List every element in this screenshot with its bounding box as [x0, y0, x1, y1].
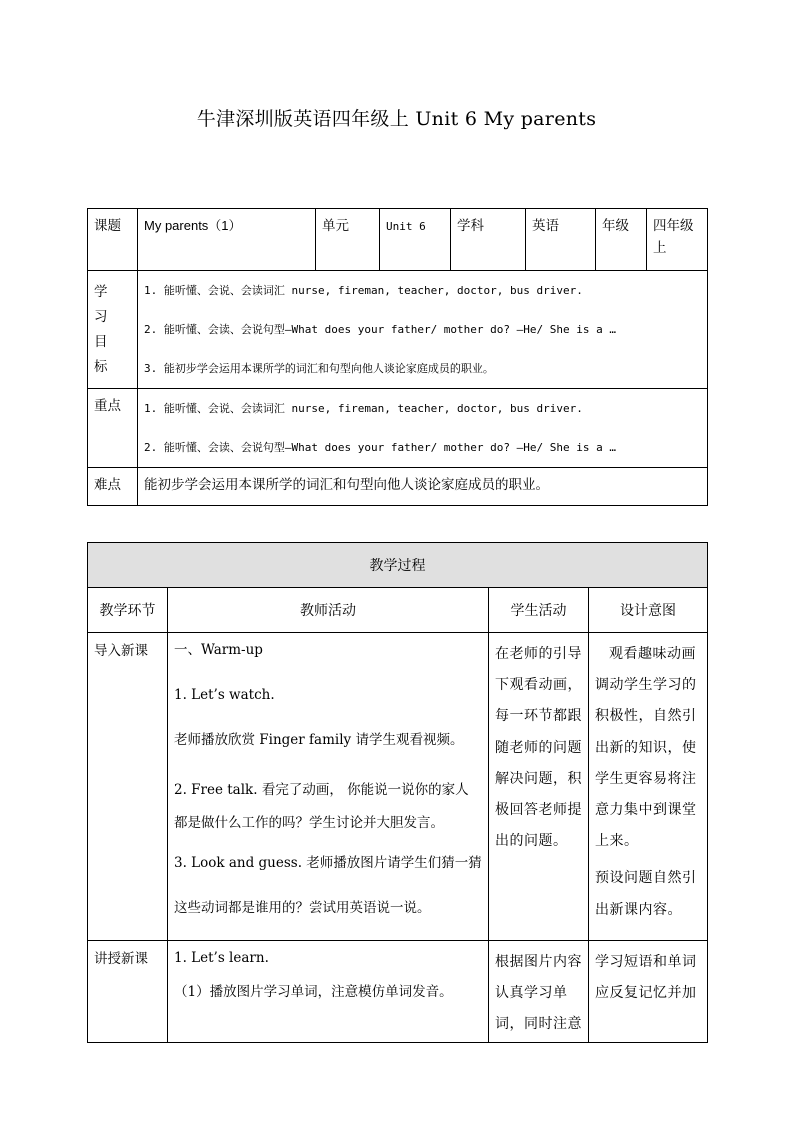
document-title: 牛津深圳版英语四年级上 Unit 6 My parents	[196, 108, 597, 130]
teacher-activity-line: 1. Let’s learn.	[174, 950, 269, 966]
stage-cell: 讲授新课	[88, 941, 168, 1043]
subject-label: 学科	[451, 209, 526, 271]
student-activity-cell	[489, 941, 589, 1043]
course-value	[138, 209, 316, 271]
teacher-activity-line: 老师播放欣赏 Finger family 请学生观看视频。	[174, 732, 464, 748]
goals-content	[138, 271, 708, 389]
design-intent-text: 观看趣味动画调动学生学习的积极性，自然引出新的知识，使学生更容易将注意力集中到课堂上来。	[595, 646, 697, 850]
teacher-activity-line: 这些动词都是谁用的？尝试用英语说一说。	[174, 900, 431, 916]
subject-value: 英语	[526, 209, 596, 271]
design-intent-cell	[589, 941, 708, 1043]
teacher-activity-line: （1）播放图片学习单词，注意模仿单词发音。	[174, 984, 453, 1000]
grade-label: 年级	[596, 209, 647, 271]
grade-value: 四年级上	[647, 209, 708, 271]
course-label: 课题	[88, 209, 138, 271]
column-header-teacher: 教师活动	[168, 588, 489, 633]
teacher-activity-cell	[168, 633, 489, 941]
student-activity-text: 根据图片内容认真学习单词，同时注意	[495, 954, 582, 1033]
column-header-student: 学生活动	[489, 588, 589, 633]
unit-label: 单元	[316, 209, 380, 271]
student-activity-text: 在老师的引导下观看动画，每一环节都跟随老师的问题解决问题，积极回答老师提出的问题。	[495, 646, 582, 850]
key-point-item: 2. 能听懂、会读、会说句型—What does your father/ mother do? —He/ She is a …	[144, 441, 616, 454]
goal-item: 1. 能听懂、会说、会读词汇 nurse, fireman, teacher, doctor, bus driver.	[144, 284, 583, 297]
design-intent-cell	[589, 633, 708, 941]
teacher-activity-line: 一、Warm-up	[174, 642, 263, 658]
unit-value-text: Unit 6	[386, 220, 426, 233]
teacher-activity-line: 3. Look and guess. 老师播放图片请学生们猜一猜	[174, 855, 482, 871]
teacher-activity-line: 2. Free talk. 看完了动画， 你能说一说你的家人都是做什么工作的吗？学生讨论并大胆发言。	[174, 782, 469, 831]
goal-item: 2. 能听懂、会读、会说句型—What does your father/ mother do? —He/ She is a …	[144, 323, 616, 336]
process-title: 教学过程	[88, 543, 708, 588]
difficulty-text: 能初步学会运用本课所学的词汇和句型向他人谈论家庭成员的职业。	[138, 468, 708, 506]
student-activity-cell	[489, 633, 589, 941]
lesson-info-table	[87, 208, 708, 506]
goal-item: 3. 能初步学会运用本课所学的词汇和句型向他人谈论家庭成员的职业。	[144, 362, 494, 375]
unit-value	[380, 209, 451, 271]
design-intent-text: 预设问题自然引出新课内容。	[595, 870, 697, 918]
course-value-text: My parents（1）	[144, 218, 242, 233]
goals-label: 学习目标	[88, 271, 138, 389]
key-point-item: 1. 能听懂、会说、会读词汇 nurse, fireman, teacher, doctor, bus driver.	[144, 402, 583, 415]
stage-cell: 导入新课	[88, 633, 168, 941]
teaching-process-table	[87, 542, 708, 1043]
key-points-label: 重点	[88, 389, 138, 468]
teacher-activity-line: 1. Let’s watch.	[174, 687, 275, 703]
teacher-activity-cell	[168, 941, 489, 1043]
design-intent-text: 学习短语和单词应反复记忆并加	[595, 954, 697, 1002]
column-header-intent: 设计意图	[589, 588, 708, 633]
column-header-stage: 教学环节	[88, 588, 168, 633]
difficulty-label: 难点	[88, 468, 138, 506]
key-points-content	[138, 389, 708, 468]
